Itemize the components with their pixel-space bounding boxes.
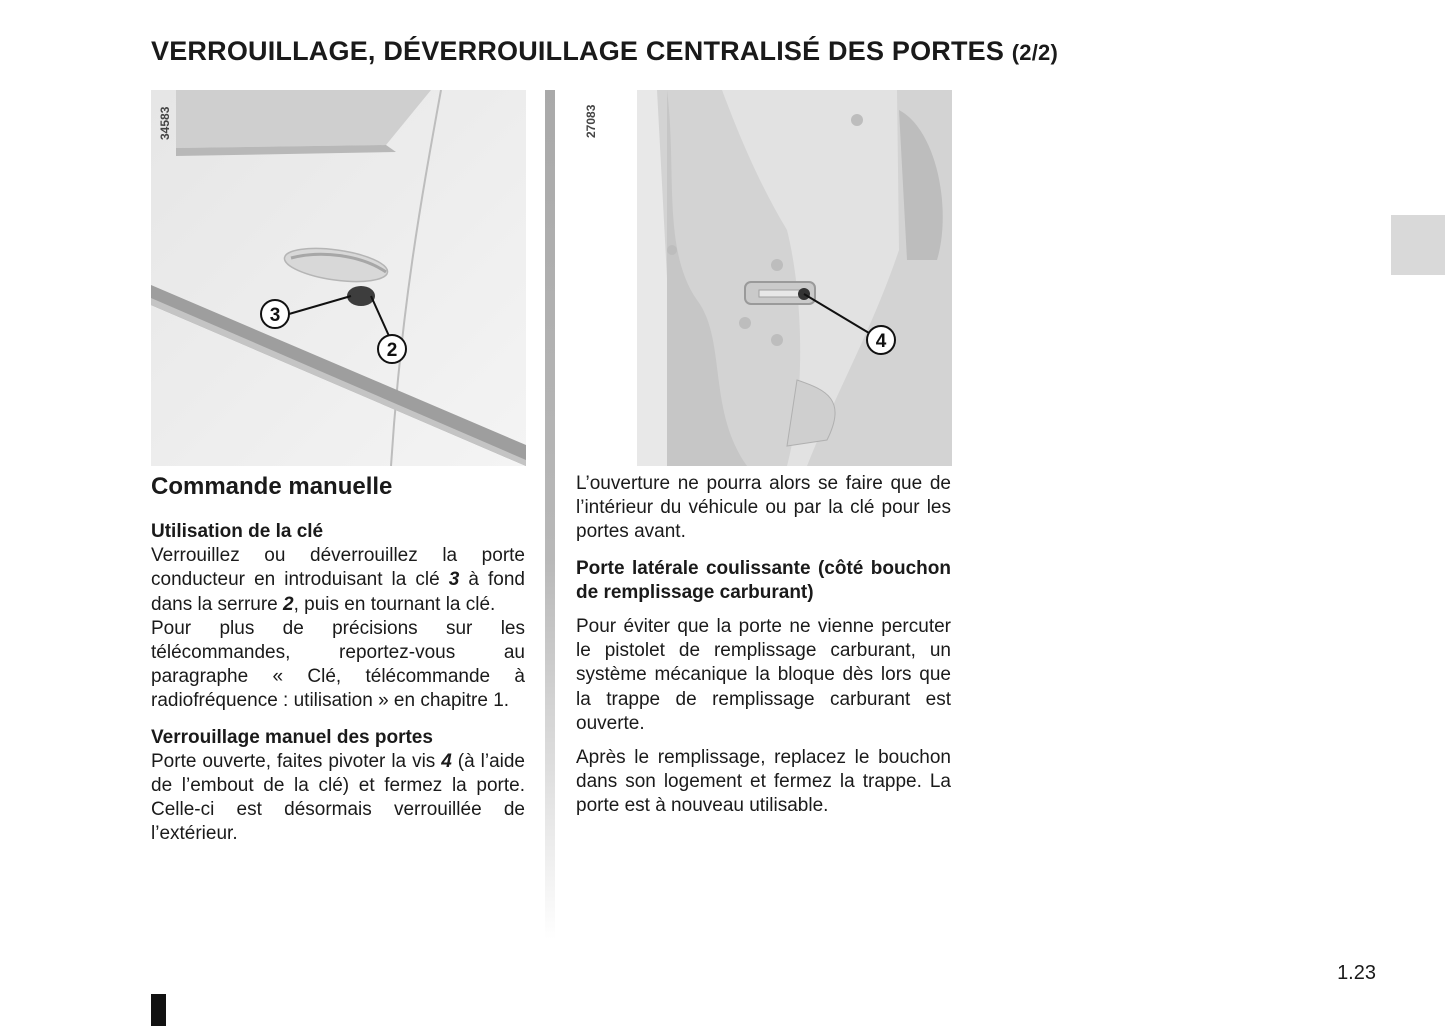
door-latch-screw-illustration-icon — [637, 90, 952, 466]
callout-2: 2 — [386, 340, 398, 361]
subheading-key-use: Utilisation de la clé — [151, 521, 324, 542]
paragraph-opening: L’ouverture ne pourra alors se faire que de l’intérieur du véhicule ou par la clé pour les portes avant. — [576, 473, 951, 543]
door-handle-lock-illustration-icon — [151, 90, 526, 466]
figure-code-right: 27083 — [584, 104, 598, 138]
subheading-manual-lock: Verrouillage manuel des portes — [151, 726, 433, 748]
paragraph-after-refuel: Après le remplissage, replacez le bouchon dans son logement et fermez la trappe. La porte est à nouveau utilisable. — [576, 747, 951, 817]
page-number: 1.23 — [1337, 962, 1376, 984]
paragraph-sliding-door: Pour éviter que la porte ne vienne percuter le pistolet de remplissage carburant, un système mécanique la bloque dès lors que la trappe de remplissage carburant est ouverte. — [576, 616, 951, 734]
callout-4: 4 — [875, 331, 887, 352]
right-column — [576, 472, 951, 819]
figure-code-left: 34583 — [158, 106, 172, 140]
paragraph-key-use: Verrouillez ou déverrouillez la porte conducteur en introduisant la clé 3 à fond dans la serrure 2, puis en tournant la clé. — [151, 545, 525, 615]
page-title: VERROUILLAGE, DÉVERROUILLAGE CENTRALISÉ DES PORTES (2/2) — [151, 36, 1059, 66]
corner-mark — [151, 994, 166, 1026]
subheading-sliding-door: Porte latérale coulissante (côté bouchon de remplissage carburant) — [576, 557, 951, 603]
column-divider — [545, 90, 555, 940]
callout-3: 3 — [269, 305, 281, 326]
paragraph-remote-info: Pour plus de précisions sur les télécommandes, reportez-vous au paragraphe « Clé, télécommande à radiofréquence : utilisation » en chapitre 1. — [151, 617, 525, 712]
figure-door-handle — [151, 90, 526, 466]
paragraph-manual-lock: Porte ouverte, faites pivoter la vis 4 (à l’aide de l’embout de la clé) et fermez la porte. Celle-ci est désormais verrouillée de l’extérieur. — [151, 750, 525, 845]
chapter-thumb-tab — [1391, 215, 1445, 275]
page-title-part: (2/2) — [1011, 40, 1059, 65]
left-column — [151, 472, 525, 847]
section-heading: Commande manuelle — [151, 473, 393, 500]
figure-door-latch — [637, 90, 952, 466]
